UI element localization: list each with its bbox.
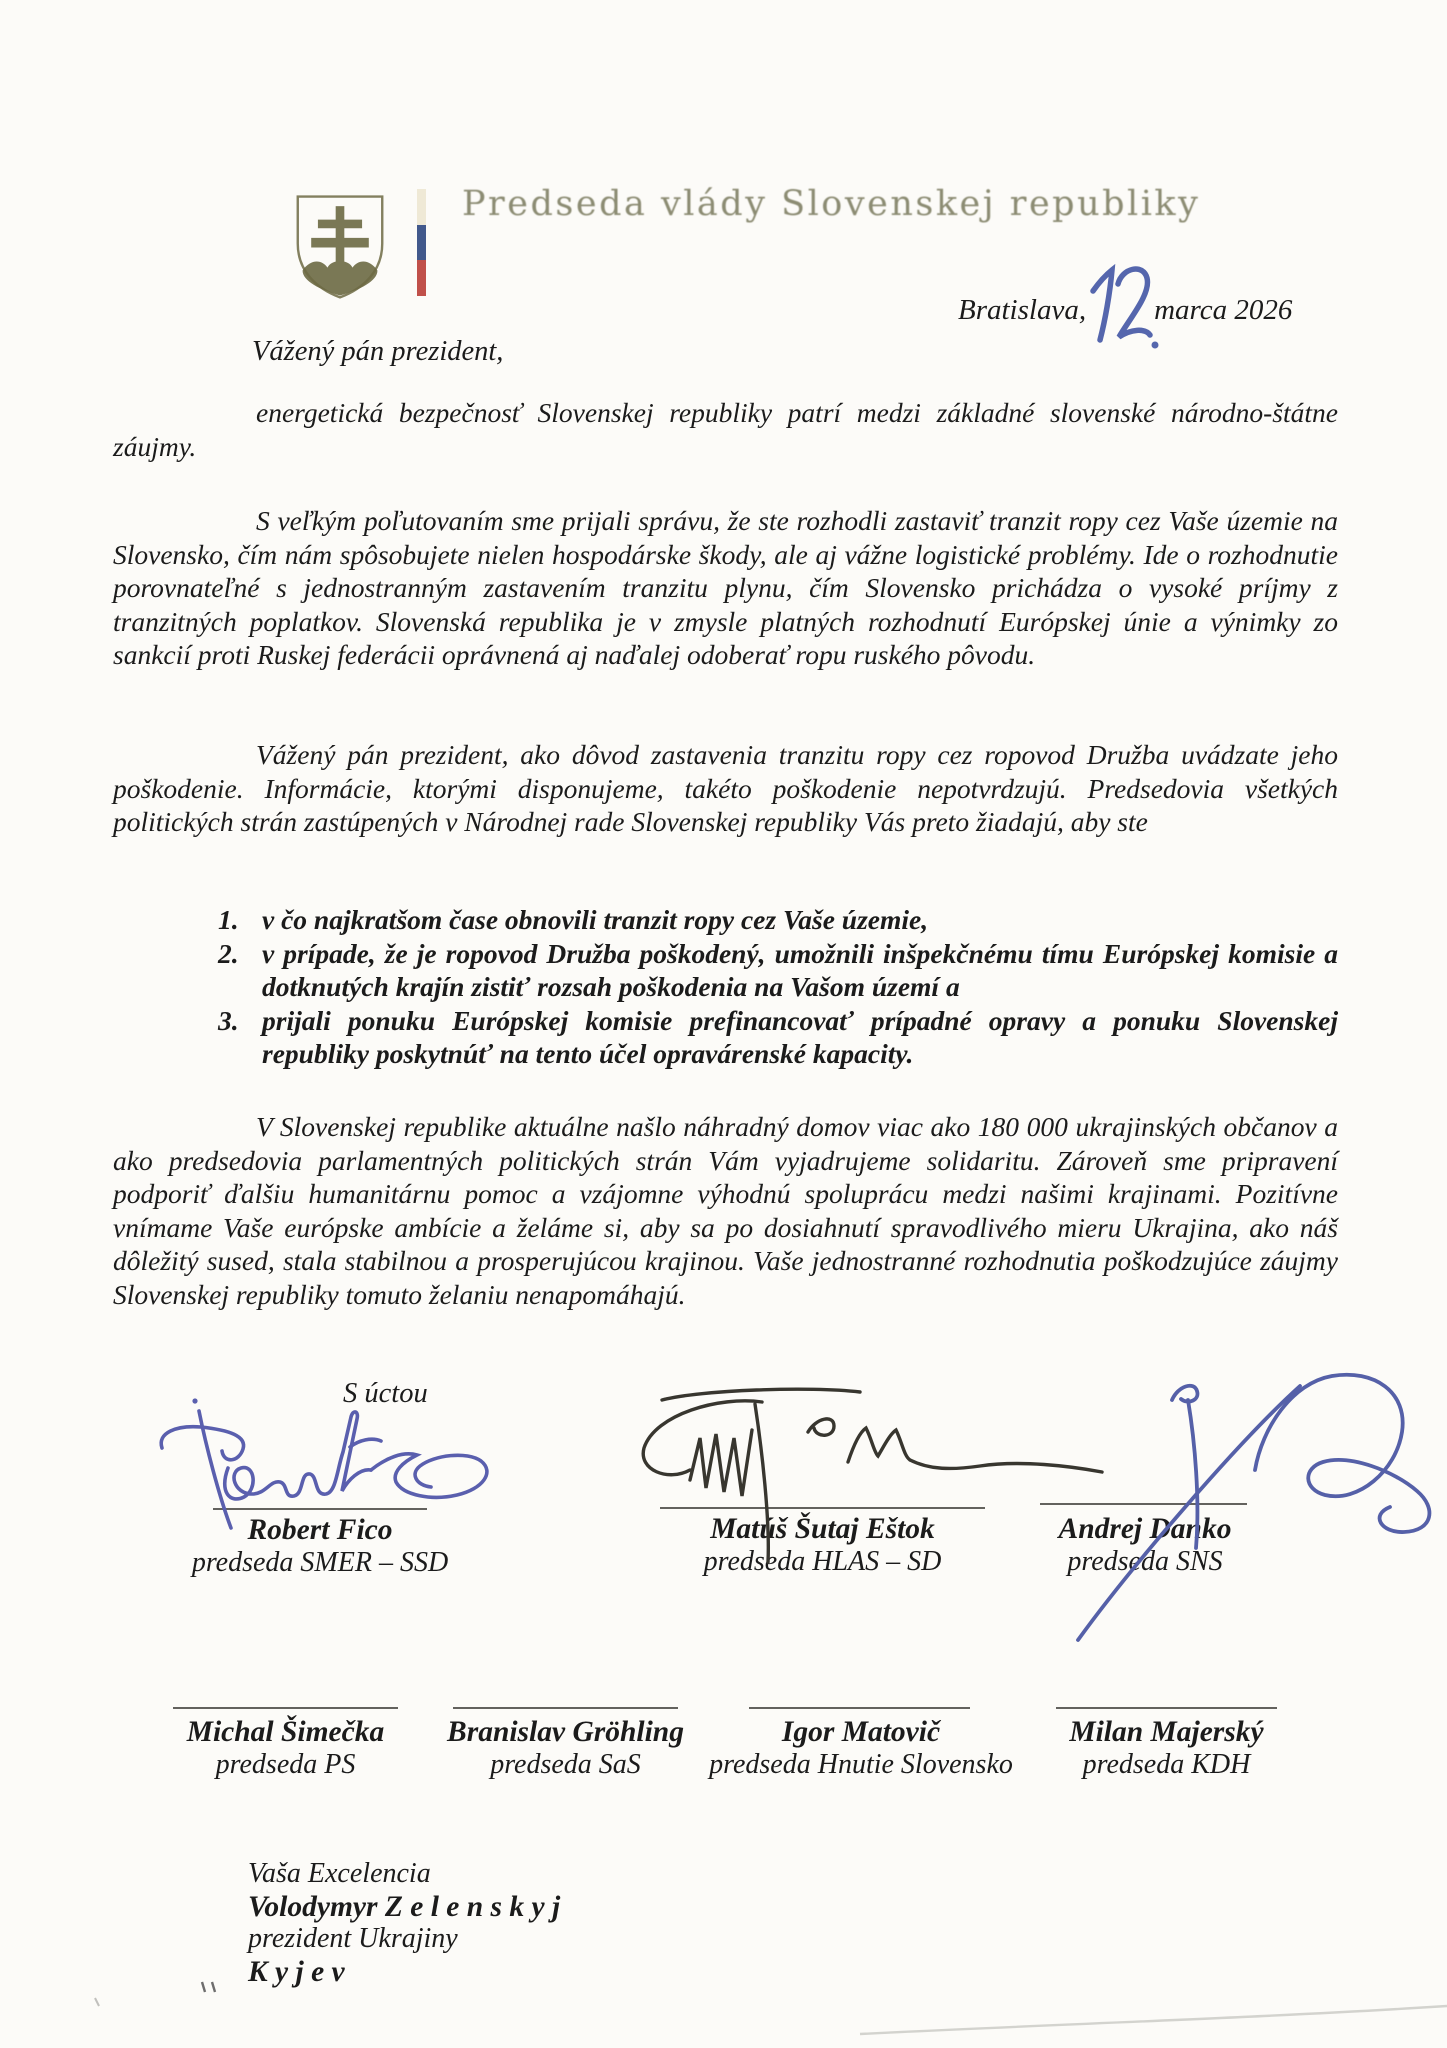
dateline-city: Bratislava, xyxy=(958,294,1087,326)
letterhead-title: Predseda vlády Slovenskej republiky xyxy=(462,184,1201,224)
flag-stripe xyxy=(417,189,426,296)
slovak-coat-of-arms-icon xyxy=(292,190,388,302)
list-number: 1. xyxy=(218,904,239,935)
list-item xyxy=(218,1004,1338,1071)
flag-stripe-white xyxy=(417,189,426,225)
addressee-city: K y j e v xyxy=(248,1955,345,1988)
addressee-name: Volodymyr Z e l e n s k y j xyxy=(248,1890,561,1923)
signatory-name: Igor Matovič xyxy=(781,1716,941,1748)
dateline-month-year: marca 2026 xyxy=(1154,294,1293,326)
signature-line xyxy=(213,1508,427,1510)
list-item-text: v čo najkratšom čase obnovili tranzit ropy cez Vaše územie, xyxy=(262,904,929,935)
list-item xyxy=(218,937,1338,1004)
signature-line xyxy=(173,1707,398,1709)
signatory-name: Michal Šimečka xyxy=(186,1716,385,1748)
list-number: 3. xyxy=(218,1004,239,1036)
scan-artifacts xyxy=(95,1982,1447,2034)
signatory-name: Robert Fico xyxy=(247,1514,393,1546)
signatory-role: predseda PS xyxy=(215,1749,356,1780)
paragraph-druzhba-damage: Vážený pán prezident, ako dôvod zastavenia tranzitu ropy cez ropovod Družba uvádzate jeho poškodenie. Informácie, ktorými disponujeme, takéto poškodenie nepotvrdzujú. Predsedovia všetkých politických strán zastúpených v Národnej rade Slovenskej republiky Vás preto žiadajú, aby ste xyxy=(113,739,1338,838)
addressee-block xyxy=(248,1858,560,1988)
addressee-title: prezident Ukrajiny xyxy=(248,1923,458,1954)
demands-list xyxy=(218,903,1338,1071)
list-item-text: v prípade, že je ropovod Družba poškodený, umožnili inšpekčnému tímu Európskej komisie a dotknutých krajín zistiť rozsah poškodenia na Vašom území a xyxy=(262,937,1338,1003)
signatory-role: predseda KDH xyxy=(1082,1749,1251,1780)
signatory-name: Branislav Gröhling xyxy=(447,1716,684,1748)
list-item-text: prijali ponuku Európskej komisie prefinancovať prípadné opravy a ponuku Slovenskej republiky poskytnúť na tento účel opravárenské kapacity. xyxy=(262,1004,1338,1070)
flag-stripe-red xyxy=(417,260,426,296)
paragraph-energy-security: energetická bezpečnosť Slovenskej republiky patrí medzi základné slovenské národno-štátne záujmy. xyxy=(113,397,1338,462)
list-item xyxy=(218,903,1338,937)
signatory-role: predseda SMER – SSD xyxy=(191,1547,449,1578)
danko-signature-ink xyxy=(1078,1375,1429,1640)
signature-line xyxy=(453,1707,678,1709)
addressee-honorific: Vaša Excelencia xyxy=(248,1858,431,1889)
dateline xyxy=(958,294,1292,327)
signatory-name: Matúš Šutaj Eštok xyxy=(710,1513,935,1545)
paragraph-regret: S veľkým poľutovaním sme prijali správu, že ste rozhodli zastaviť tranzit ropy cez Vaše územie na Slovensko, čím nám spôsobujete nielen hospodárske škody, ale aj vážne logistické problémy. Ide o rozhodnutie porovnateľné s jednostranným zastavením tranzitu plynu, čím Slovensko prichádza o vysoké príjmy z tranzitných poplatkov. Slovenská republika je v zmysle platných rozhodnutí Európskej únie a výnimky zo sankcií proti Ruskej federácii oprávnená aj naďalej odoberať ropu ruského pôvodu. xyxy=(113,505,1338,671)
signature-line xyxy=(1056,1707,1277,1709)
signatory-role: predseda Hnutie Slovensko xyxy=(709,1749,1013,1780)
signatory-role: predseda SaS xyxy=(490,1749,641,1780)
signatory-role: predseda SNS xyxy=(1067,1546,1223,1577)
list-number: 2. xyxy=(218,937,239,969)
signature-line xyxy=(660,1507,985,1509)
signatory-name: Andrej Danko xyxy=(1058,1513,1232,1545)
signatory-name: Milan Majerský xyxy=(1069,1716,1264,1748)
signature-line xyxy=(749,1707,970,1709)
handwritten-day-value xyxy=(1086,319,1087,320)
closing-phrase: S úctou xyxy=(343,1378,428,1409)
signatory-role: predseda HLAS – SD xyxy=(703,1546,942,1577)
paragraph-solidarity: V Slovenskej republike aktuálne našlo náhradný domov viac ako 180 000 ukrajinských občanov a ako predsedovia parlamentných politických strán Vám vyjadrujeme solidaritu. Zároveň sme pripravení podporiť ďalšiu humanitárnu pomoc a vzájomne výhodnú spoluprácu medzi našimi krajinami. Pozitívne vnímame Vaše európske ambície a želáme si, aby sa po dosiahnutí spravodlivého mieru Ukrajina, ako náš dôležitý sused, stala stabilnou a prosperujúcou krajinou. Vaše jednostranné rozhodnutia poškodzujúce záujmy Slovenskej republiky tomuto želaniu nenapomáhajú. xyxy=(113,1111,1338,1310)
salutation: Vážený pán prezident, xyxy=(252,336,504,367)
flag-stripe-blue xyxy=(417,225,426,261)
signature-line xyxy=(1040,1503,1247,1505)
